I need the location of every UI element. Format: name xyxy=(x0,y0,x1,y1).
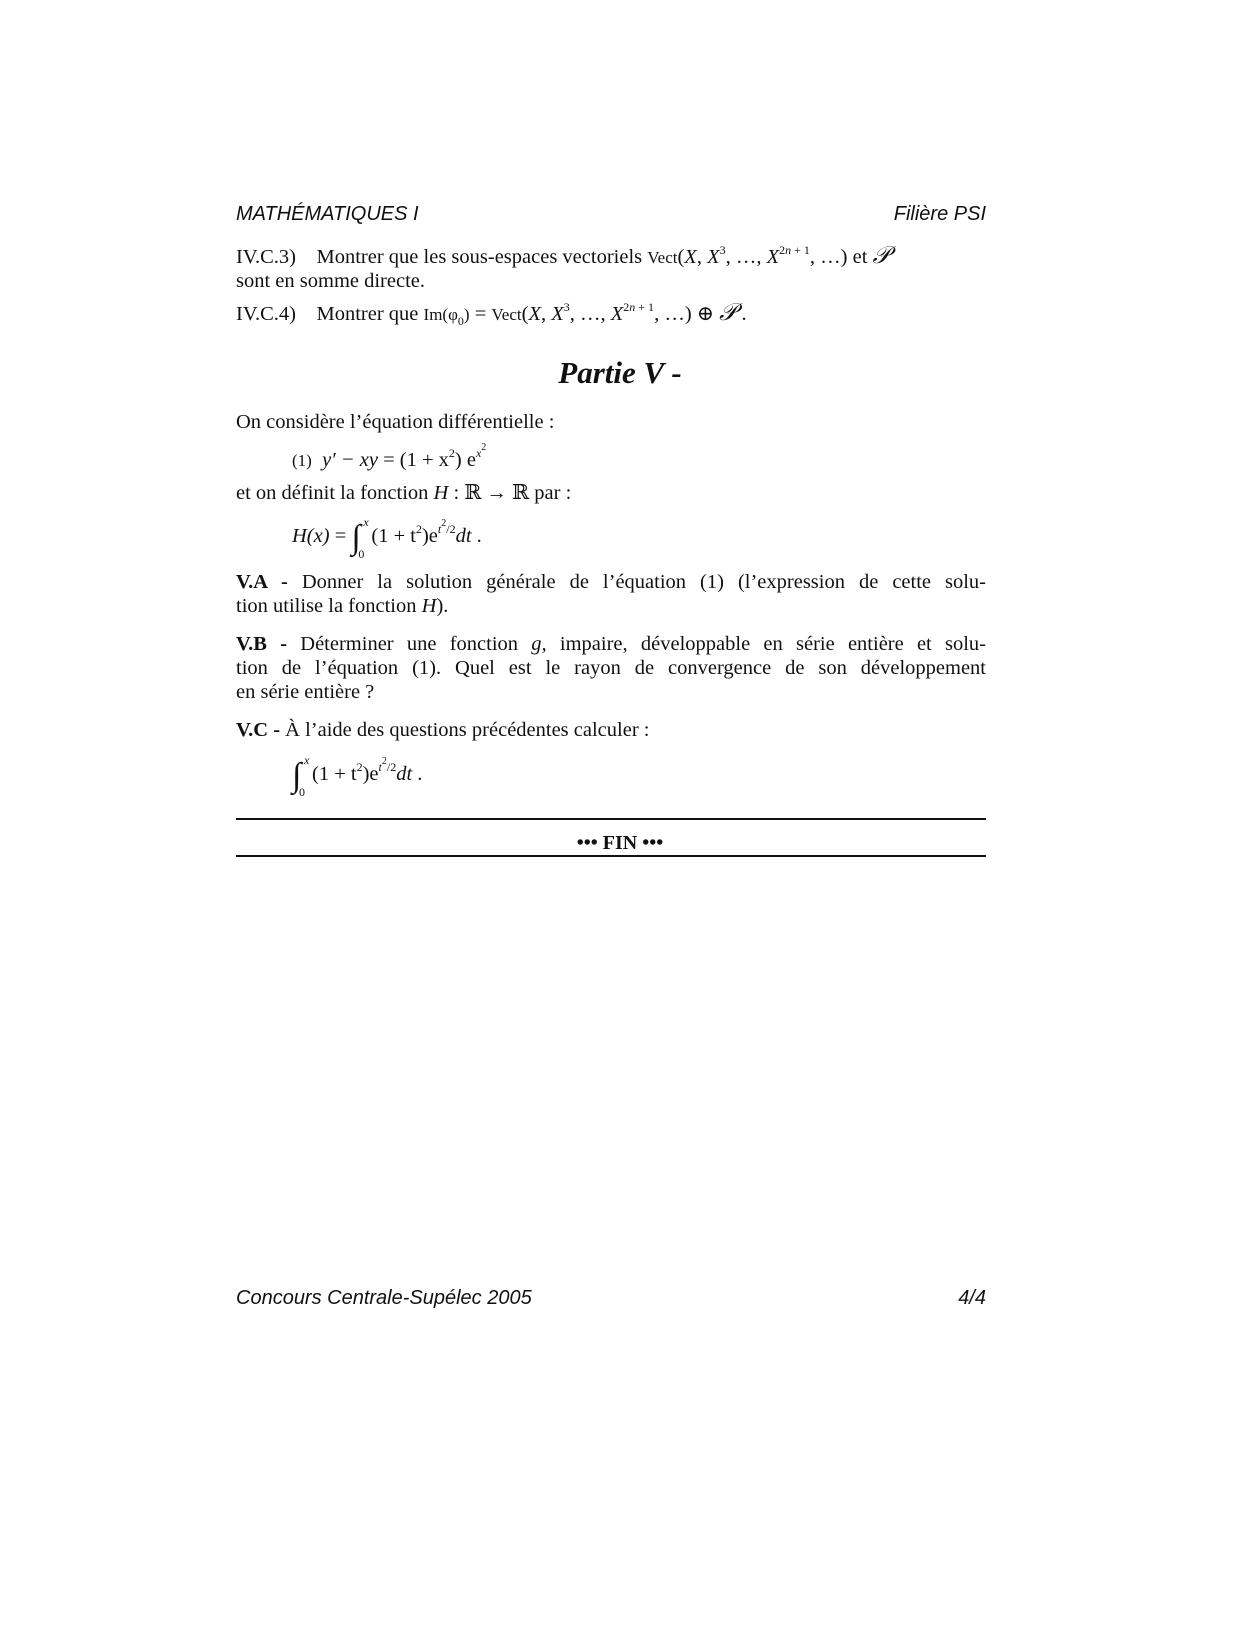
question-ivc3-label: IV.C.3) xyxy=(236,246,296,268)
question-ivc3-et: et xyxy=(852,246,868,268)
phi-symbol: φ xyxy=(448,305,458,324)
question-va-label: V.A - xyxy=(236,571,288,593)
question-ivc4: IV.C.4) Montrer que $Im(\varphi_0)$ = Vect(X, $X^3$, …, $X^{2n + 1}$, …) ⊕ 𝒫 . xyxy=(236,298,747,328)
question-ivc3-line2: sont en somme directe. xyxy=(236,270,426,292)
vect-args-2: (X, $X^3$, …, $X^{2n + 1}$, …) xyxy=(521,300,692,325)
header-subject: MATHÉMATIQUES I xyxy=(236,203,419,225)
fin-bottom-rule xyxy=(236,855,986,857)
equals-sign: = xyxy=(474,303,487,325)
question-vc: V.C - À l’aide des questions précédentes calculer : xyxy=(236,719,650,741)
intro-text: On considère l’équation différentielle : xyxy=(236,411,555,433)
question-vb-line3: en série entière ? xyxy=(236,681,375,703)
vect-operator: Vect xyxy=(647,248,678,267)
question-ivc3-text: Montrer que les sous-espaces vectoriels xyxy=(316,246,643,268)
equation-rhs: $(1 + x^2)$ $e^{x^2}$ xyxy=(399,442,487,471)
integral-sign-2: ∫ x 0 xyxy=(292,753,310,799)
page-number: 4/4 xyxy=(958,1287,986,1309)
integral-sign: ∫ x 0 xyxy=(351,515,369,561)
question-va-line1: V.A - Donner la solution générale de l’équation (1) (l’expression de cette solu- xyxy=(236,571,987,593)
h-definition: H(x) = ∫ x 0 $(1 + t^2)e^{t^2/2}dt$ . xyxy=(292,515,482,561)
vect-operator-2: Vect xyxy=(491,305,522,324)
question-vb-label: V.B - xyxy=(236,633,288,655)
definition-line: et on définit la fonction H : ℝ → ℝ par : xyxy=(236,482,572,504)
question-ivc3-line1 xyxy=(236,243,890,271)
question-vc-label: V.C - xyxy=(236,719,281,741)
question-vb-line2: tion de l’équation (1). Quel est le rayon de convergence de son développement xyxy=(236,657,986,679)
header-track: Filière PSI xyxy=(893,203,986,225)
question-va-line2: tion utilise la fonction H). xyxy=(236,595,449,617)
fin-top-rule xyxy=(236,818,986,820)
script-p-symbol-2: 𝒫 xyxy=(719,298,737,326)
equation-lhs: y′ − xy xyxy=(322,449,378,471)
im-operator: Im xyxy=(423,305,443,324)
page-footer xyxy=(236,1287,986,1310)
h-lhs: H(x) xyxy=(292,525,330,547)
equation-1: (1) y′ − xy = $(1 + x^2)$ $e^{x^2}$ xyxy=(292,442,487,471)
vc-integral: ∫ x 0 $(1 + t^2)e^{t^2/2}dt$ . xyxy=(292,753,423,799)
page-header xyxy=(236,203,986,226)
fin-marker: ••• FIN ••• xyxy=(576,832,664,854)
part-title: Partie V - xyxy=(558,355,682,390)
vect-args: (X, $X^3$, …, $X^{2n + 1}$, …) xyxy=(677,243,848,268)
question-ivc4-text: Montrer que xyxy=(316,303,419,325)
footer-contest: Concours Centrale-Supélec 2005 xyxy=(236,1287,532,1309)
direct-sum-symbol: ⊕ xyxy=(696,303,714,325)
script-p-symbol: 𝒫 xyxy=(872,241,890,269)
real-map: ℝ → ℝ xyxy=(464,482,530,504)
question-vb-line1: V.B - Déterminer une fonction g, impaire, développable en série entière et solu- xyxy=(236,633,986,655)
question-ivc4-label: IV.C.4) xyxy=(236,303,296,325)
equation-number: (1) xyxy=(292,451,312,470)
